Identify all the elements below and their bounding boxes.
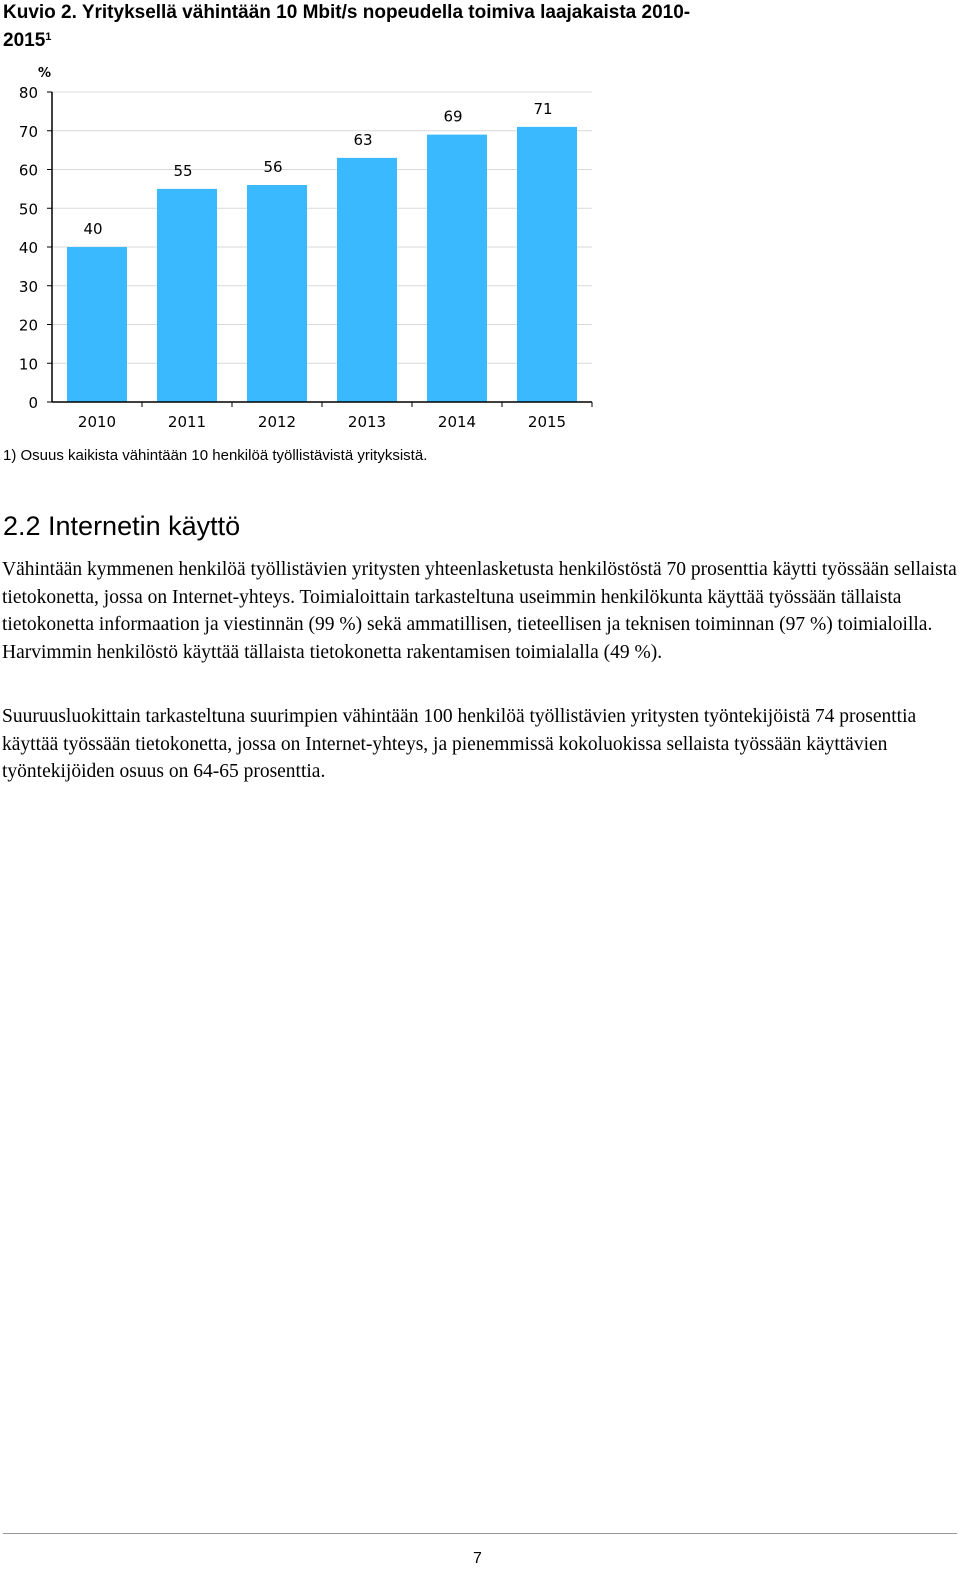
bar [157, 189, 217, 402]
bar [247, 185, 307, 402]
y-axis-unit-label: % [38, 66, 52, 81]
data-label: 69 [443, 107, 463, 126]
bar [67, 247, 127, 402]
bar [517, 127, 577, 402]
x-tick-label: 2012 [257, 413, 297, 431]
x-tick-label: 2015 [527, 413, 567, 431]
y-tick-label: 0 [28, 394, 38, 412]
x-tick-label: 2010 [77, 413, 117, 431]
y-tick-label: 50 [18, 200, 38, 219]
body-paragraph-1: Vähintään kymmenen henkilöä työllistävien yritysten yhteenlasketusta henkilöstöstä 70 prosenttia käytti työssään sellaista tietokonetta, jossa on Internet-yhteys. Toimialoittain tarkasteltuna useimmin henkilökunta käyttää työssään tällaista tietokonetta informaation ja viestinnän (99 %) sekä ammatillisen, tieteellisen ja teknisen toiminnan (97 %) toimialoilla. Harvimmin henkilöstö käyttää tällaista tietokonetta rakentamisen toimialalla (49 %). [2, 559, 957, 664]
y-tick-label: 30 [18, 277, 38, 296]
y-tick-label: 60 [18, 161, 38, 180]
page-footer-rule [3, 1533, 957, 1534]
chart-bars [67, 127, 577, 402]
x-tick-label: 2013 [347, 413, 387, 431]
bar-chart [0, 60, 620, 440]
data-label: 56 [263, 158, 283, 176]
chart-gridlines [52, 92, 592, 363]
y-tick-label: 70 [18, 122, 38, 141]
section-heading: 2.2 Internetin käyttö [3, 511, 241, 541]
figure-title-footnote-mark: 1 [45, 31, 52, 43]
y-tick-label: 20 [18, 316, 38, 335]
data-label: 71 [533, 99, 553, 118]
data-label: 55 [173, 161, 193, 180]
data-label: 63 [353, 130, 373, 149]
y-tick-label: 10 [18, 355, 38, 374]
bar [337, 158, 397, 402]
figure-footnote: 1) Osuus kaikista vähintään 10 henkilöä työllistävistä yrityksistä. [3, 447, 428, 464]
data-label: 40 [83, 220, 103, 238]
x-tick-label: 2011 [167, 413, 207, 431]
chart-axes [47, 92, 592, 407]
page-number: 7 [473, 1550, 482, 1567]
body-paragraph-2: Suuruusluokittain tarkasteltuna suurimpien vähintään 100 henkilöä työllistävien yritysten työntekijöistä 74 prosenttia käyttää työssään tietokonetta, jossa on Internet-yhteys, ja pienemmissä kokoluokissa sellaista työssään käyttävien työntekijöiden osuus on 64-65 prosenttia. [2, 706, 917, 783]
figure-title [3, 0, 703, 53]
y-tick-label: 80 [18, 84, 38, 102]
x-tick-label: 2014 [437, 413, 477, 431]
figure-title-text: Kuvio 2. Yrityksellä vähintään 10 Mbit/s nopeudella toimiva laajakaista 2010-2015 [3, 2, 691, 51]
y-tick-label: 40 [18, 239, 38, 257]
bar [427, 135, 487, 402]
